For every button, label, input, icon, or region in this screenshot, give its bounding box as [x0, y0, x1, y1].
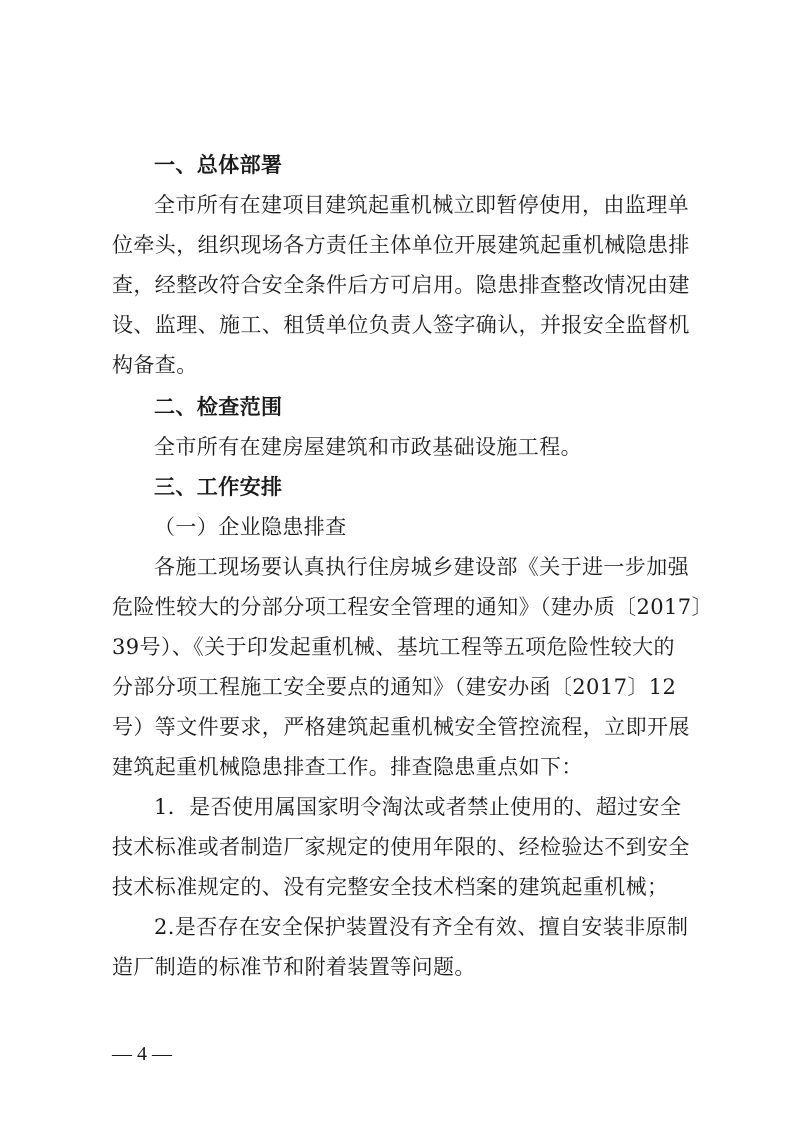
page-number: — 4 —: [112, 1043, 172, 1065]
paragraph-line: 全市所有在建项目建筑起重机械立即暂停使用，由监理单: [154, 193, 689, 217]
list-item-line: 技术标准规定的、没有完整安全技术档案的建筑起重机械；: [112, 875, 669, 899]
list-item-line: 1．是否使用属国家明令淘汰或者禁止使用的、超过安全: [154, 795, 682, 819]
section-heading-arrangement: 三、工作安排: [154, 475, 283, 499]
section-heading-overall: 一、总体部署: [154, 153, 283, 177]
paragraph-line: 各施工现场要认真执行住房城乡建设部《关于进一步加强: [154, 555, 689, 579]
subsection-heading: （一）企业隐患排查: [154, 515, 347, 539]
paragraph-line: 39号）、《关于印发起重机械、基坑工程等五项危险性较大的: [112, 635, 675, 659]
paragraph-line: 设、监理、施工、租赁单位负责人签字确认，并报安全监督机: [112, 313, 690, 337]
paragraph-line: 查，经整改符合安全条件后方可启用。隐患排查整改情况由建: [112, 273, 690, 297]
section-heading-scope: 二、检查范围: [154, 395, 283, 419]
paragraph-line: 建筑起重机械隐患排查工作。排查隐患重点如下：: [112, 755, 583, 779]
paragraph-line: 构备查。: [112, 353, 198, 377]
paragraph-line: 全市所有在建房屋建筑和市政基础设施工程。: [154, 435, 582, 459]
paragraph-line: 危险性较大的分部分项工程安全管理的通知》（建办质〔2017〕: [112, 595, 713, 619]
paragraph-line: 号）等文件要求，严格建筑起重机械安全管控流程，立即开展: [112, 715, 690, 739]
list-item-line: 2.是否存在安全保护装置没有齐全有效、擅自安装非原制: [154, 915, 689, 939]
paragraph-line: 分部分项工程施工安全要点的通知》（建安办函〔2017〕12: [112, 675, 677, 699]
list-item-line: 技术标准或者制造厂家规定的使用年限的、经检验达不到安全: [112, 835, 690, 859]
list-item-line: 造厂制造的标准节和附着装置等问题。: [112, 955, 476, 979]
paragraph-line: 位牵头，组织现场各方责任主体单位开展建筑起重机械隐患排: [112, 233, 690, 257]
